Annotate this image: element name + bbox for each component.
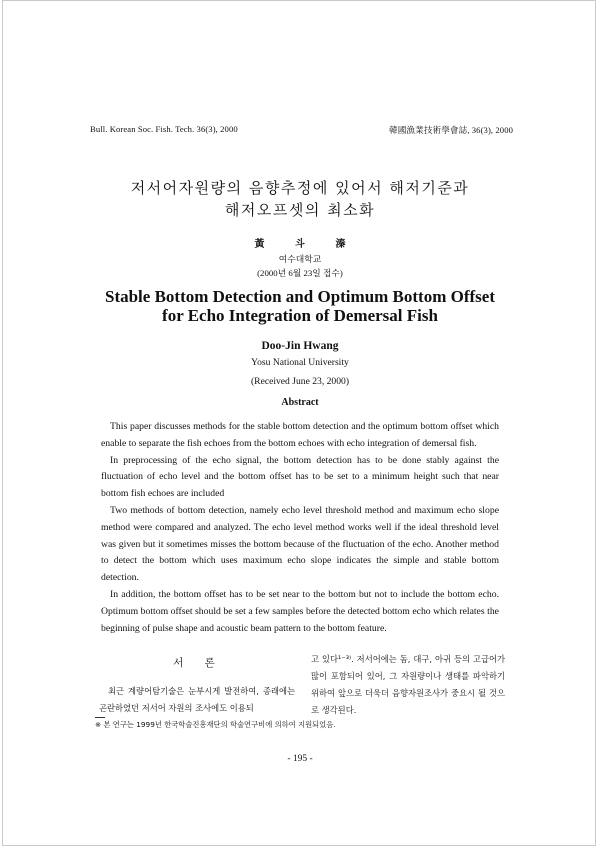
journal-header-left: Bull. Korean Soc. Fish. Tech. 36(3), 2000 [90, 124, 238, 134]
author-name-korean: 黃 斗 溱 [254, 239, 346, 250]
abstract-paragraph-4: In addition, the bottom offset has to be set near to the bottom but not to include the bottom echo. Optimum bottom offset should be set a few samples before the detected bottom echo which relates the beginning of pulse shape and acoustic beam pattern to the bottom feature. [101, 588, 499, 634]
affiliation-korean: 여수대학교 [278, 255, 322, 265]
korean-title-line2: 해저오프셋의 최소화 [224, 201, 376, 219]
abstract-body [101, 419, 499, 637]
intro-text-left-column: 최근 계량어탐기술은 눈부시게 발전하여, 종래에는 곤란하였던 저서어 자원의 조사에도 이용되 [99, 686, 295, 713]
author-name-english: Doo-Jin Hwang [261, 340, 339, 352]
footnote-rule [95, 717, 105, 718]
affiliation-english: Yosu National University [251, 357, 349, 368]
abstract-heading: Abstract [281, 397, 319, 408]
abstract-paragraph-1: This paper discusses methods for the stable bottom detection and the optimum bottom offset which enable to separate the fish echoes from the bottom echoes with echo integration of demersal fish. [101, 421, 499, 449]
page-number: - 195 - [287, 754, 313, 764]
received-date-korean: (2000년 6월 23일 접수) [257, 268, 343, 278]
received-date-english: (Received June 23, 2000) [250, 376, 350, 387]
journal-header-right: 韓國漁業技術學會誌, 36(3), 2000 [389, 125, 513, 135]
korean-title-line1: 저서어자원량의 음향추정에 있어서 해저기준과 [130, 179, 470, 197]
footnote: ※ 본 연구는 1999년 한국학술진흥재단의 학술연구비에 의하여 지원되었음. [95, 720, 336, 729]
english-title-line1: Stable Bottom Detection and Optimum Bottom Offset [104, 287, 495, 306]
english-title-line2: for Echo Integration of Demersal Fish [162, 306, 438, 325]
section-heading-introduction: 서 론 [173, 657, 215, 669]
abstract-paragraph-2: In preprocessing of the echo signal, the bottom detection has to be done stably against the fluctuation of echo level and the bottom offset has to be set to a minimum height such that near bottom fish echoes are included [101, 454, 499, 500]
intro-text-right-column: 고 있다¹⁻³⁾. 저서어에는 돔, 대구, 아귀 등의 고급어가 많이 포함되어 있어, 그 자원량이나 생태를 파악하기 위하여 앞으로 더욱더 음향자원조사가 중요시 될 것으로 생각된다. [311, 654, 505, 715]
abstract-paragraph-3: Two methods of bottom detection, namely echo level threshold method and maximum echo slope method were compared and analyzed. The echo level method works well if the ideal threshold level was given but it sometimes misses the bottom because of the fluctuation of the echo. Another method to detect the bottom which uses maximum echo slope indicates the simple and stable bottom detection. [101, 504, 499, 584]
